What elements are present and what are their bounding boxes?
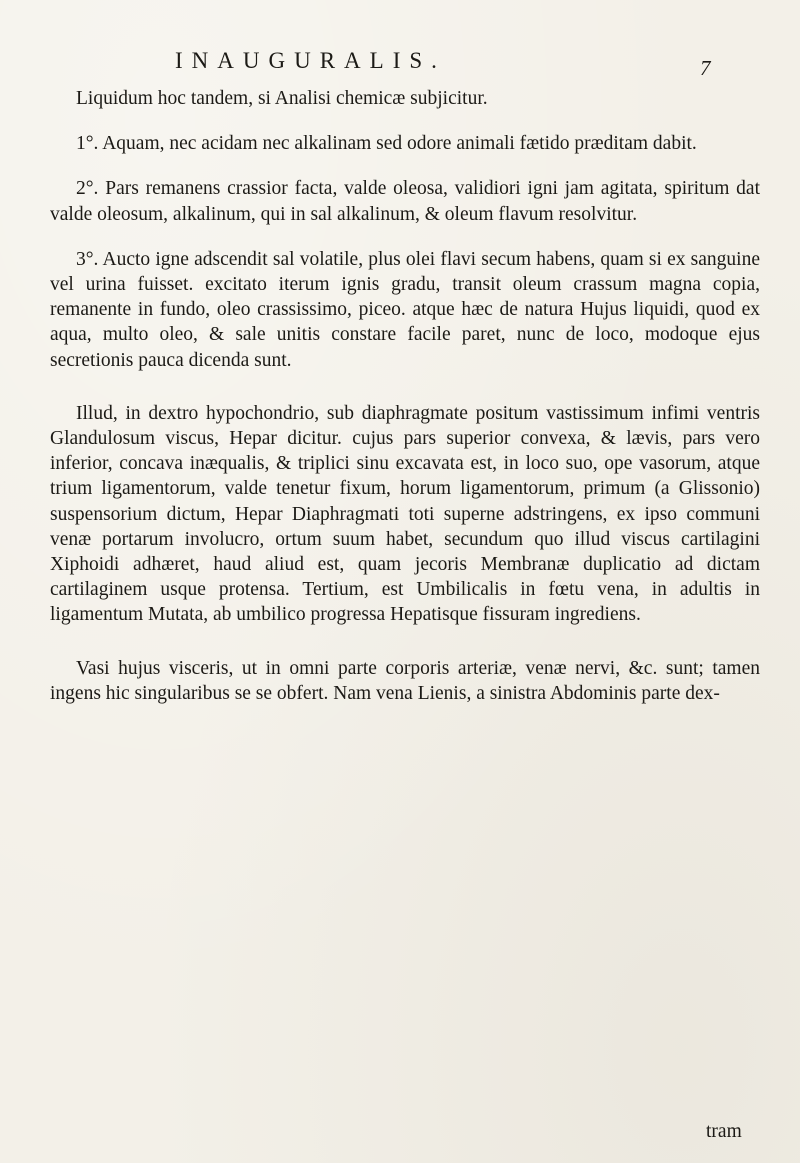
- catchword: tram: [706, 1121, 742, 1142]
- paragraph-2: 2°. Pars remanens crassior facta, valde oleosa, validiori igni jam agitata, spiritum dat valde oleosum, alkalinum, qui in sal alkalinum, & oleum flavum resolvitur.: [50, 178, 760, 225]
- paragraph-3: 3°. Aucto igne adscendit sal volatile, plus olei flavi secum habens, quam si ex sanguine vel urina fuisset. excitato iterum ignis gradu, transit oleum crassum magna copia, remanente in fundo, oleo crassissimo, piceo. atque hæc de natura Hujus liquidi, quod ex aqua, multo oleo, & sale unitis constare facile paret, nunc de loco, modoque ejus secretionis pauca dicenda sunt.: [50, 248, 760, 371]
- body-text: [50, 86, 760, 706]
- paragraph-intro: Liquidum hoc tandem, si Analisi chemicæ subjicitur.: [76, 88, 488, 109]
- paragraph-5: Vasi hujus visceris, ut in omni parte corporis arteriæ, venæ nervi, &c. sunt; tamen ingens hic singularibus se se obfert. Nam vena Lienis, a sinistra Abdominis parte dex-: [50, 657, 760, 704]
- page-number: 7: [700, 56, 711, 80]
- paragraph-4: Illud, in dextro hypochondrio, sub diaphragmate positum vastissimum infimi ventris Glandulosum viscus, Hepar dicitur. cujus pars superior convexa, & lævis, pars vero inferior, concava inæqualis, & triplici sinu excavata est, in loco suo, ope vasorum, atque trium ligamentorum, valde tenetur fixum, horum ligamentorum, primum (a Glissonio) suspensorium dictum, Hepar Diaphragmati toti superne adstringens, ex ipso communi venæ portarum involucro, ortum suum habet, secundum quo illud viscus cartilagini Xiphoidi adhæret, haud aliud est, quam jecoris Membranæ duplicatio ad dictam cartilaginem usque protensa. Tertium, est Umbilicalis in fœtu vena, in adultis in ligamentum Mutata, ab umbilico progressa Hepatisque fissuram ingrediens.: [50, 402, 760, 626]
- paragraph-1: 1°. Aquam, nec acidam nec alkalinam sed odore animali fætido præditam dabit.: [76, 133, 697, 155]
- running-title: INAUGURALIS.: [175, 48, 446, 73]
